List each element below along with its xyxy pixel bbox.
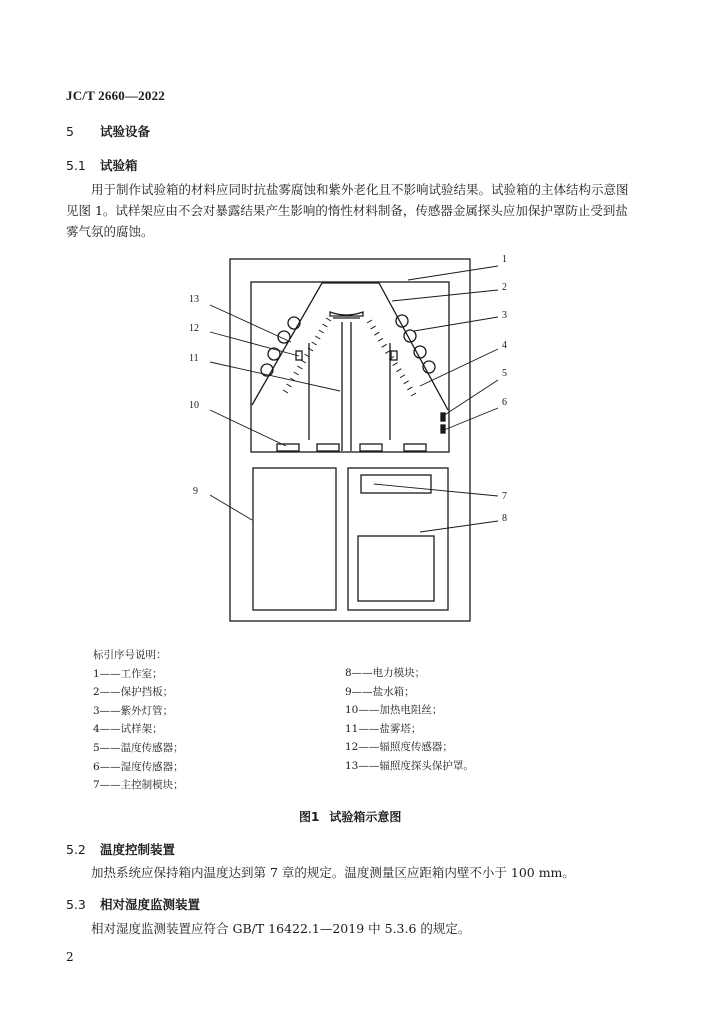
uv-lamp — [288, 317, 300, 329]
heating-wire — [317, 444, 339, 451]
humidity-sensor — [441, 425, 445, 433]
tick-mark — [301, 360, 306, 363]
tick-mark — [374, 332, 379, 335]
tick-mark — [312, 342, 317, 345]
tick-mark — [378, 338, 383, 341]
heating-wire — [277, 444, 299, 451]
callout-6: 6 — [502, 397, 507, 408]
section-title: 相对湿度监测装置 — [100, 897, 201, 912]
callout-3: 3 — [502, 310, 507, 321]
legend-item: 5——温度传感器； — [93, 741, 184, 754]
section-5-2-heading — [66, 840, 175, 858]
tick-mark — [294, 372, 299, 375]
section-5-2-paragraph: 加热系统应保持箱内温度达到第 7 章的规定。温度测量区应距箱内壁不小于 100 mm。 — [91, 865, 575, 880]
section-title: 试验箱 — [100, 158, 138, 173]
callout-7: 7 — [502, 491, 507, 502]
tick-mark — [297, 366, 302, 369]
figure-caption — [299, 808, 401, 825]
callout-1: 1 — [502, 254, 507, 265]
callout-13: 13 — [189, 294, 199, 305]
paragraph-line: 见图 1。试样架应由不会对暴露结果产生影响的惰性材料制备，传感器金属探头应加保护罩防止受到盐 — [66, 203, 628, 218]
callout-5: 5 — [502, 368, 507, 379]
section-number: 5.3 — [66, 897, 86, 912]
legend-item: 3——紫外灯管； — [93, 704, 174, 717]
tick-mark — [371, 326, 376, 329]
legend-item: 6——湿度传感器； — [93, 760, 184, 773]
legend-item: 13——辐照度探头保护罩。 — [345, 759, 474, 772]
tick-mark — [287, 384, 292, 387]
callout-2: 2 — [502, 282, 507, 293]
section-number: 5.2 — [66, 842, 86, 857]
section-title: 试验设备 — [100, 124, 151, 139]
callout-10: 10 — [189, 400, 199, 411]
legend-item: 12——辐照度传感器； — [345, 741, 453, 754]
tick-mark — [367, 320, 372, 323]
legend-right — [345, 664, 474, 776]
legend-item: 9——盐水箱； — [345, 685, 415, 698]
fog-nozzle — [330, 312, 363, 316]
temperature-sensor — [441, 413, 445, 421]
section-number: 5 — [66, 124, 74, 139]
heating-wire — [404, 444, 426, 451]
callout-8: 8 — [502, 513, 507, 524]
callout-12: 12 — [189, 323, 199, 334]
legend-item: 11——盐雾塔； — [345, 722, 422, 735]
standard-code: JC/T 2660—2022 — [66, 88, 165, 103]
tick-mark — [319, 330, 324, 333]
tick-mark — [283, 390, 288, 393]
page-number: 2 — [66, 950, 74, 964]
legend-item: 2——保护挡板； — [93, 686, 174, 699]
tick-mark — [315, 336, 320, 339]
work-chamber — [251, 282, 449, 452]
callout-9: 9 — [193, 486, 198, 497]
tick-mark — [396, 369, 401, 372]
section-title: 温度控制装置 — [100, 842, 176, 857]
main-control-module — [361, 475, 431, 493]
legend-item: 8——电力模块； — [345, 667, 426, 679]
tick-mark — [322, 324, 327, 327]
legend-item: 7——主控制模块； — [93, 779, 184, 792]
tick-mark — [411, 393, 416, 396]
power-module — [358, 536, 434, 601]
legend-title: 标引序号说明： — [93, 649, 167, 661]
tick-mark — [407, 387, 412, 390]
salt-water-tank — [253, 468, 336, 610]
legend-item: 4——试样架； — [93, 723, 163, 736]
paragraph-line: 雾气氛的腐蚀。 — [66, 224, 154, 239]
irradiance-sensor — [391, 351, 397, 360]
callout-11: 11 — [189, 353, 199, 364]
baffle-tick-marks — [283, 318, 416, 396]
callout-4: 4 — [502, 340, 507, 351]
section-5-3-paragraph: 相对湿度监测装置应符合 GB/T 16422.1—2019 中 5.3.6 的规定。 — [91, 921, 471, 936]
tick-mark — [400, 375, 405, 378]
heating-wire — [360, 444, 382, 451]
legend-item: 10——加热电阻丝； — [345, 704, 443, 717]
paragraph-line: 用于制作试验箱的材料应同时抗盐雾腐蚀和紫外老化且不影响试验结果。试验箱的主体结构示意图 — [91, 182, 629, 197]
section-5-3-heading — [66, 895, 200, 913]
uv-lamp — [268, 348, 280, 360]
legend-item: 1——工作室； — [93, 667, 163, 680]
tick-mark — [404, 381, 409, 384]
legend-left — [93, 646, 184, 795]
figure-title: 试验箱示意图 — [329, 810, 402, 824]
tick-mark — [393, 363, 398, 366]
section-number: 5.1 — [66, 158, 86, 173]
figure-number: 图1 — [299, 810, 320, 824]
tick-mark — [382, 344, 387, 347]
tick-mark — [326, 318, 331, 321]
